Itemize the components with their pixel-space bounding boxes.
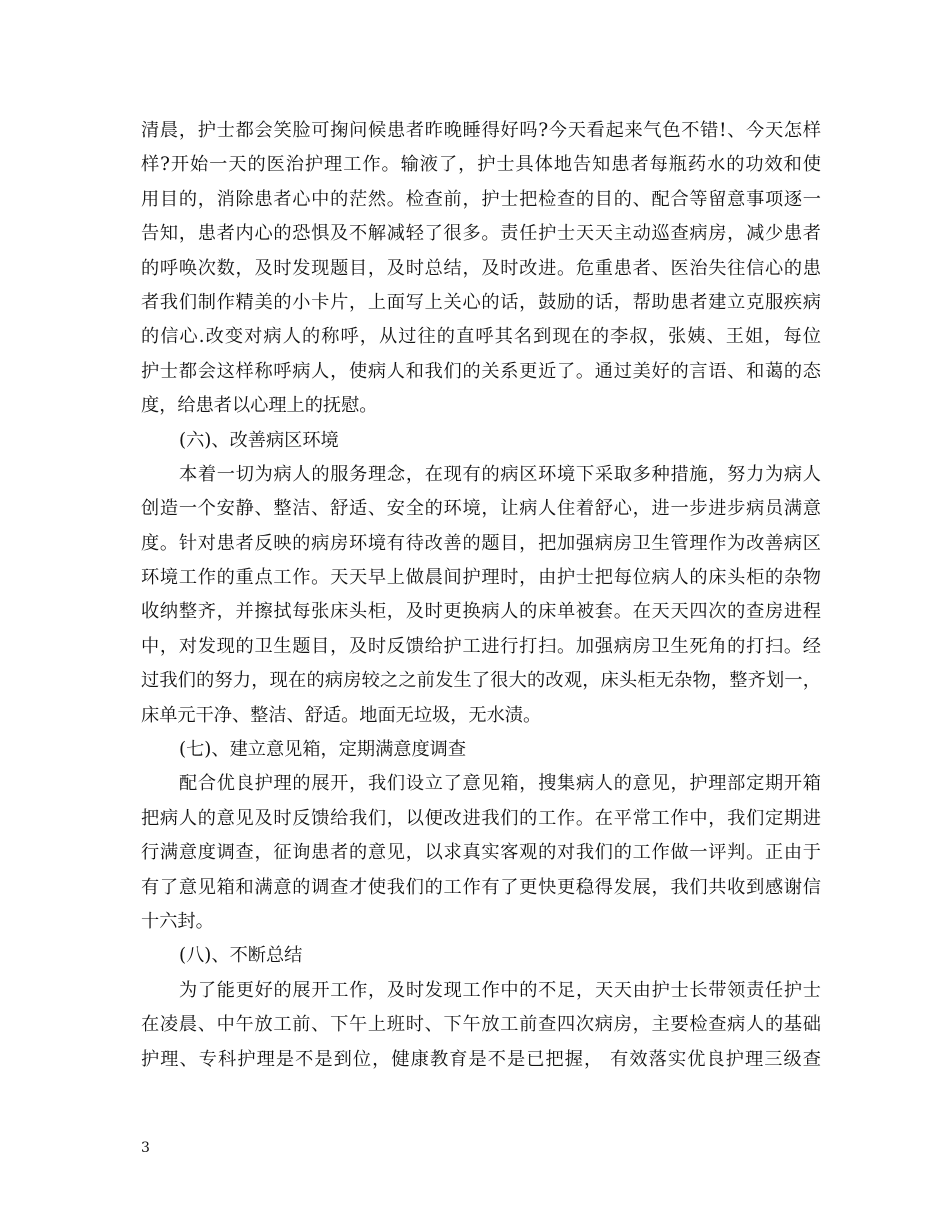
text-line: 本着一切为病人的服务理念，在现有的病区环境下采取多种措施，努力为病人 <box>179 463 821 485</box>
text-line: 度。针对患者反映的病房环境有待改善的题目，把加强病房卫生管理作为改善病区 <box>141 532 821 554</box>
text-line: 环境工作的重点工作。天天早上做晨间护理时，由护士把每位病人的床头柜的杂物 <box>141 567 821 589</box>
text-line: 有了意见箱和满意的调查才使我们的工作有了更快更稳得发展，我们共收到感谢信 <box>141 876 821 898</box>
text-line: 样?开始一天的医治护理工作。输液了，护士具体地告知患者每瓶药水的功效和使 <box>141 154 821 176</box>
text-line: 告知，患者内心的恐惧及不解减轻了很多。责任护士天天主动巡查病房，减少患者 <box>141 223 821 245</box>
text-line: 把病人的意见及时反馈给我们，以便改进我们的工作。在平常工作中，我们定期进 <box>141 807 821 829</box>
text-line: (七)、建立意见箱，定期满意度调查 <box>179 739 467 761</box>
text-line: 收纳整齐，并擦拭每张床头柜，及时更换病人的床单被套。在天天四次的查房进程 <box>141 601 821 623</box>
text-line: 配合优良护理的展开，我们设立了意见箱，搜集病人的意见，护理部定期开箱 <box>179 773 821 795</box>
page-number: 3 <box>141 1140 150 1156</box>
document-body <box>141 114 821 1077</box>
text-line: 者我们制作精美的小卡片，上面写上关心的话，鼓励的话，帮助患者建立克服疾病 <box>141 291 821 313</box>
text-line: 创造一个安静、整洁、舒适、安全的环境，让病人住着舒心，进一步进步病员满意 <box>141 498 821 520</box>
text-line: 十六封。 <box>141 910 214 932</box>
text-line: 的呼唤次数，及时发现题目，及时总结，及时改进。危重患者、医治失往信心的患 <box>141 257 821 279</box>
text-line: (八)、不断总结 <box>179 945 303 967</box>
text-line: 的信心.改变对病人的称呼，从过往的直呼其名到现在的李叔，张姨、王姐，每位 <box>141 326 821 348</box>
text-line: (六)、改善病区环境 <box>179 429 339 451</box>
text-line: 过我们的努力，现在的病房较之之前发生了很大的改观，床头柜无杂物，整齐划一， <box>141 670 821 692</box>
text-line: 护理、专科护理是不是到位，健康教育是不是已把握， 有效落实优良护理三级查 <box>141 1048 821 1070</box>
text-line: 在凌晨、中午放工前、下午上班时、下午放工前查四次病房，主要检查病人的基础 <box>141 1014 821 1036</box>
text-line: 中，对发现的卫生题目，及时反馈给护工进行打扫。加强病房卫生死角的打扫。经 <box>141 635 821 657</box>
text-line: 用目的，消除患者心中的茫然。检查前，护士把检查的目的、配合等留意事项逐一 <box>141 188 821 210</box>
text-line: 行满意度调查，征询患者的意见，以求真实客观的对我们的工作做一评判。正由于 <box>141 842 821 864</box>
text-line: 清晨，护士都会笑脸可掬问候患者昨晚睡得好吗?今天看起来气色不错!、今天怎样 <box>141 120 821 141</box>
text-line: 护士都会这样称呼病人，使病人和我们的关系更近了。通过美好的言语、和蔼的态 <box>141 360 821 382</box>
text-line: 床单元干净、整洁、舒适。地面无垃圾，无水渍。 <box>141 704 542 726</box>
text-line: 度，给患者以心理上的抚慰。 <box>141 395 378 417</box>
text-line: 为了能更好的展开工作，及时发现工作中的不足，天天由护士长带领责任护士 <box>179 979 821 1001</box>
